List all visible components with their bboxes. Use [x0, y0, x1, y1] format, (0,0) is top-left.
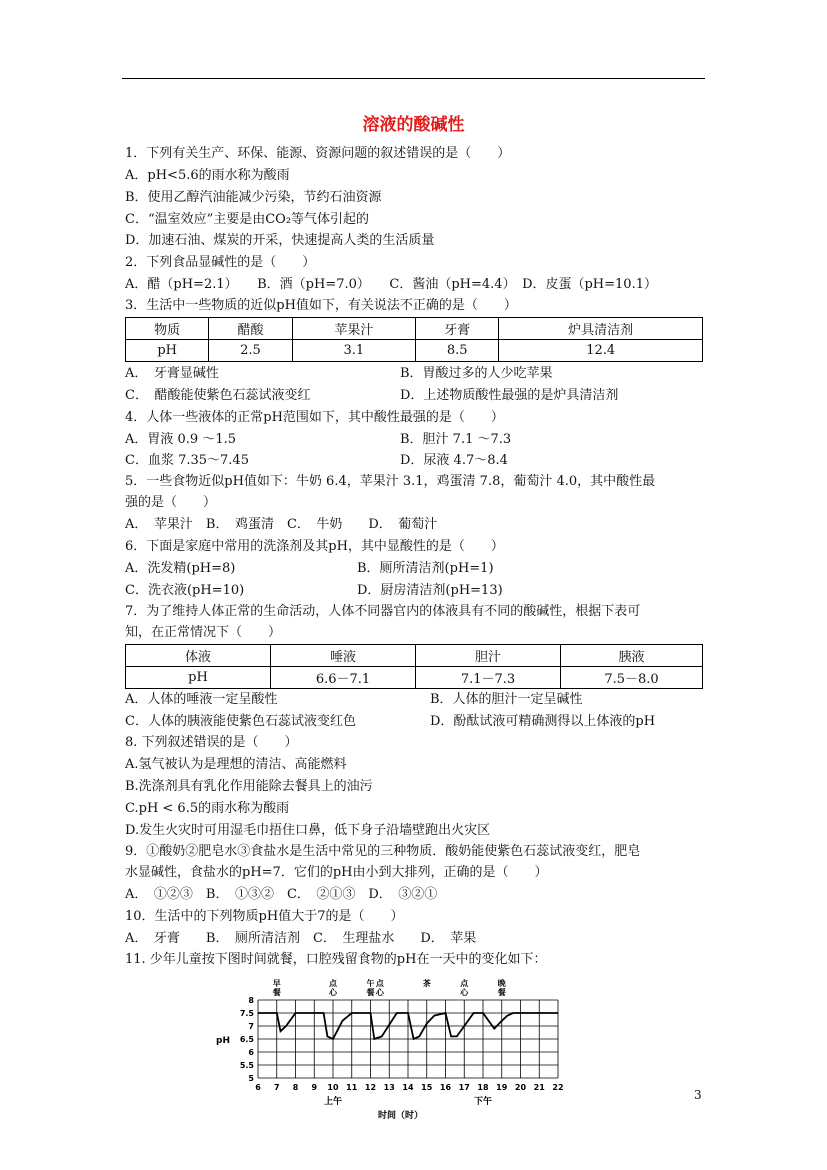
y-tick-label: 7: [248, 1022, 254, 1031]
x-tick-label: 8: [292, 1083, 299, 1092]
q7-option-b: B．人体的胆汁一定呈碱性: [430, 692, 583, 707]
page-number: 3: [694, 1088, 702, 1102]
x-tick-label: 19: [496, 1083, 508, 1092]
q10-stem: 10．生活中的下列物质pH值大于7的是（ ）: [125, 909, 404, 924]
q5-stem-line1: 5．一些食物近似pH值如下：牛奶 6.4，苹果汁 3.1，鸡蛋清 7.8，葡萄汁 4.0，其中酸性最: [125, 474, 656, 489]
table-cell: 2.5: [209, 340, 292, 362]
table-cell: 3.1: [292, 340, 415, 362]
table-cell: 8.5: [416, 340, 499, 362]
x-tick-label: 12: [364, 1083, 377, 1092]
x-tick-label: 10: [327, 1083, 339, 1092]
x-tick-label: 6: [255, 1083, 261, 1092]
table-cell: pH: [126, 667, 271, 689]
meal-label: 早: [272, 979, 281, 988]
meal-label: 点: [329, 979, 337, 988]
q1-option-b: B．使用乙醇汽油能减少污染，节约石油资源: [125, 190, 382, 205]
table-header-cell: 苹果汁: [292, 318, 415, 340]
x-tick-label: 15: [421, 1083, 433, 1092]
table-cell: 12.4: [499, 340, 703, 362]
table-header-cell: 物质: [126, 318, 209, 340]
meal-label: 心: [329, 988, 337, 997]
q4-option-a: A．胃液 0.9 ～1.5: [125, 432, 237, 447]
q4-stem: 4．人体一些液体的正常pH范围如下，其中酸性最强的是（ ）: [125, 410, 504, 425]
q7-option-d: D．酚酞试液可精确测得以上体液的pH: [430, 714, 656, 729]
q3-option-a: A． 牙膏显碱性: [125, 366, 219, 381]
x-axis-label: 时间（时）: [378, 1111, 424, 1120]
table-header-cell: 醋酸: [209, 318, 292, 340]
q1-option-c: C．“温室效应”主要是由CO₂等气体引起的: [125, 212, 370, 227]
q9-stem-line1: 9．①酸奶②肥皂水③食盐水是生活中常见的三种物质．酸奶能使紫色石蕊试液变红，肥皂: [125, 844, 641, 859]
q8-option-d: D.发生火灾时可用湿毛巾捂住口鼻，低下身子沿墙壁跑出火灾区: [125, 823, 491, 838]
q8-option-c: C.pH < 6.5的雨水称为酸雨: [125, 801, 290, 816]
table-header-cell: 唾液: [271, 645, 416, 667]
meal-label: 点: [460, 979, 469, 988]
q7-option-c: C．人体的胰液能使紫色石蕊试液变红色: [125, 714, 356, 729]
q1-option-d: D．加速石油、煤炭的开采，快速提高人类的生活质量: [125, 233, 435, 248]
y-tick-label: 8: [248, 996, 254, 1005]
q3-option-c: C． 醋酸能使紫色石蕊试液变红: [125, 388, 311, 403]
q4-option-d: D．尿液 4.7～8.4: [400, 453, 508, 468]
table-cell: 7.5－8.0: [561, 667, 703, 689]
x-tick-label: 9: [311, 1083, 318, 1092]
x-tick-label: 18: [477, 1083, 489, 1092]
meal-label: 心: [460, 988, 469, 997]
x-tick-label: 14: [402, 1083, 414, 1092]
table-row: [126, 318, 703, 340]
q7-stem-line2: 知，在正常情况下（ ）: [125, 625, 282, 640]
table-header-cell: 牙膏: [416, 318, 499, 340]
q8-stem: 8. 下列叙述错误的是（ ）: [125, 735, 298, 750]
x-tick-label: 17: [458, 1083, 470, 1092]
q1-stem: 1．下列有关生产、环保、能源、资源问题的叙述错误的是（ ）: [125, 146, 511, 161]
q3-stem: 3．生活中一些物质的近似pH值如下，有关说法不正确的是（ ）: [125, 298, 517, 313]
q3-option-d: D．上述物质酸性最强的是炉具清洁剂: [400, 388, 619, 403]
q6-option-d: D．厨房清洁剂(pH=13): [357, 583, 503, 598]
x-tick-label: 13: [383, 1083, 395, 1092]
q3-table: [125, 317, 703, 362]
header-rule: [122, 78, 705, 79]
q7-table: [125, 644, 703, 689]
y-tick-label: 7.5: [239, 1009, 254, 1018]
table-row: [126, 667, 703, 689]
meal-label: 心: [375, 988, 384, 997]
table-header-cell: 胰液: [561, 645, 703, 667]
y-tick-label: 6.5: [239, 1035, 254, 1044]
x-tick-label: 11: [346, 1083, 358, 1092]
q8-option-b: B.洗涤剂具有乳化作用能除去餐具上的油污: [125, 779, 373, 794]
q3-option-b: B．胃酸过多的人少吃苹果: [400, 366, 553, 381]
table-header-cell: 胆汁: [416, 645, 561, 667]
period-label: 上午: [323, 1097, 343, 1107]
table-cell: 6.6－7.1: [271, 667, 416, 689]
y-axis-label: pH: [216, 1036, 230, 1046]
table-row: [126, 340, 703, 362]
q1-option-a: A．pH<5.6的雨水称为酸雨: [125, 168, 290, 183]
q6-option-b: B．厕所清洁剂(pH=1): [357, 561, 494, 576]
table-cell: pH: [126, 340, 209, 362]
q9-options: A． ①②③ B． ①③② C． ②①③ D． ③②①: [125, 887, 438, 902]
meal-label: 餐: [272, 988, 281, 997]
x-tick-label: 22: [552, 1083, 564, 1092]
table-cell: 7.1－7.3: [416, 667, 561, 689]
q7-option-a: A．人体的唾液一定呈酸性: [125, 692, 278, 707]
q5-stem-line2: 强的是（ ）: [125, 495, 217, 510]
q6-stem: 6．下面是家庭中常用的洗涤剂及其pH，其中显酸性的是（ ）: [125, 539, 504, 554]
q4-option-b: B．胆汁 7.1 ～7.3: [400, 432, 512, 447]
q5-options: A． 苹果汁 B． 鸡蛋清 C． 牛奶 D． 葡萄汁: [125, 517, 438, 532]
x-tick-label: 21: [533, 1083, 545, 1092]
table-row: [126, 645, 703, 667]
meal-label: 午: [366, 979, 375, 988]
q9-stem-line2: 水显碱性，食盐水的pH=7．它们的pH由小到大排列，正确的是（ ）: [125, 865, 548, 880]
q11-stem: 11. 少年儿童按下图时间就餐，口腔残留食物的pH在一天中的变化如下：: [125, 952, 547, 967]
x-tick-label: 16: [439, 1083, 452, 1092]
q2-options: A．醋（pH=2.1） B．酒（pH=7.0） C．酱油（pH=4.4） D．皮蛋（pH=10.1）: [125, 277, 657, 292]
table-header-cell: 体液: [126, 645, 271, 667]
meal-label: 餐: [366, 988, 375, 997]
q6-option-a: A．洗发精(pH=8): [125, 561, 236, 576]
table-header-cell: 炉具清洁剂: [499, 318, 703, 340]
q6-option-c: C．洗衣液(pH=10): [125, 583, 245, 598]
x-tick-label: 7: [273, 1083, 280, 1092]
q4-option-c: C．血浆 7.35～7.45: [125, 453, 249, 468]
ph-chart: [200, 975, 580, 1120]
meal-label: 茶: [422, 979, 431, 988]
meal-label: 餐: [497, 988, 506, 997]
y-tick-label: 5.5: [239, 1061, 254, 1070]
q10-options: A． 牙膏 B． 厕所清洁剂 C． 生理盐水 D． 苹果: [125, 931, 477, 946]
q2-stem: 2．下列食品显碱性的是（ ）: [125, 255, 316, 270]
meal-label: 点: [375, 979, 384, 988]
y-tick-label: 5: [248, 1074, 254, 1083]
q7-stem-line1: 7．为了维持人体正常的生命活动，人体不同器官内的体液具有不同的酸碱性，根据下表可: [125, 604, 641, 619]
y-tick-label: 6: [248, 1048, 254, 1057]
meal-label: 晚: [497, 979, 506, 988]
period-label: 下午: [473, 1097, 493, 1107]
page-title: 溶液的酸碱性: [362, 115, 465, 135]
x-tick-label: 20: [514, 1083, 527, 1092]
q8-option-a: A.氢气被认为是理想的清洁、高能燃料: [125, 757, 347, 772]
